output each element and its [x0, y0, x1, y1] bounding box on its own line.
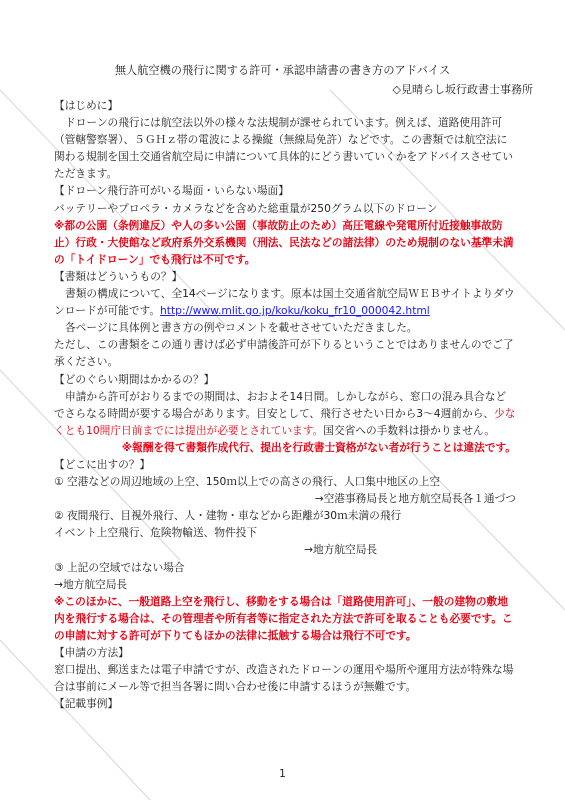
where-warning: ※このほかに、一般道路上空を飛行し、移動をする場合は「道路使用許可」、一般の建物の敷地内を飛行する場合は、その管理者や所有者等に指定された方法で許可を取ることも必要です。この申請に対する許可が下りてもほかの法律に抵触する場合は飛行不可です。 [54, 594, 513, 642]
where-item-2b: イベント上空飛行、危険物輸送、物件投下 [54, 526, 258, 540]
docs-text-3: ただし、この書類をこの通り書けば必ず申請後許可が下りるということではありませんのでご了承ください。 [54, 338, 514, 369]
period-deadline: 少なくとも10開庁日前までには提出が必要とされています。 [54, 406, 516, 437]
office-name: ◇見晴らし坂行政書士事務所 [392, 83, 533, 96]
where-item-2a: ② 夜間飛行、目視外飛行、人・建物・車などから距離が30ｍ未満の飛行 [54, 509, 402, 523]
document-body [54, 97, 516, 712]
need-warning: ※都の公園（条例違反）や人の多い公園（事故防止のため）高圧電線や発電所付近接触事故防止）行政・大使館など政府系外交系機関（刑法、民法などの諸法律）のため規制のない基準未満の「トイドローン」でも飛行は不可です。 [54, 218, 514, 266]
where-heading: 【どこに出すの？】 [54, 457, 151, 471]
page-number: 1 [279, 768, 286, 780]
where-item-3: ③ 上記の空域ではない場合 [54, 560, 185, 574]
period-text-2: 国交省への手数料は掛かりません。 [323, 423, 495, 437]
where-item-3-destination: →地方航空局長 [54, 577, 128, 591]
period-warning: ※報酬を得て書類作成代行、提出を行政書士資格がない者が行うことは違法です。 [121, 440, 516, 454]
docs-text-2: 各ページに具体例と書き方の例やコメントを載せさせていただきました。 [65, 321, 418, 335]
method-heading: 【申請の方法】 [54, 646, 129, 659]
need-text: バッテリーやプロペラ・カメラなどを含めた総重量が250グラム以下のドローン [54, 201, 438, 215]
docs-text [54, 285, 516, 319]
period-text-1: 申請から許可がおりるまでの期間は、おおよそ14日間。しかしながら、窓口の混み具合などでさらなる時間が要する場合があります。目安として、飛行させたい日から3～4週前から、 [54, 389, 507, 420]
intro-text: ドローンの飛行には航空法以外の様々な法規制が課せられています。例えば、道路使用許可（管轄警察署）、５ＧＨｚ帯の電波による操縦（無線局免許）などです。この書類では航空法に関わる規制を国土交通省航空局に申請について具体的にどう書いていくかをアドバイスさせていただきます。 [54, 116, 514, 181]
intro-heading: 【はじめに】 [54, 99, 119, 112]
where-item-1-destination: →空港事務局長と地方航空局長各１通づつ [314, 492, 516, 506]
example-heading: 【記載事例】 [54, 697, 119, 711]
need-heading: 【ドローン飛行許可がいる場面・いらない場面】 [54, 184, 289, 198]
download-link[interactable]: http://www.mlit.go.jp/koku/koku_fr10_000042.html [160, 304, 430, 318]
method-text: 窓口提出、郵送または電子申請ですが、改造されたドローンの運用や場所や運用方法が特殊な場合は事前にメール等で担当各署に問い合わせ後に申請するほうが無難です。 [54, 663, 514, 694]
where-item-1: ① 空港などの周辺地域の上空、150ｍ以上での高さの飛行、人口集中地区の上空 [54, 475, 441, 489]
period-heading: 【どのぐらい期間はかかるの？】 [54, 372, 215, 386]
docs-text-1: 書類の構成について、全14ページになります。原本は国土交通省航空局ＷＥＢサイトよりダウンロードが可能です。 [54, 287, 515, 318]
period-text [54, 388, 516, 439]
docs-heading: 【書類はどういうもの？】 [54, 269, 183, 283]
document-title: 無人航空機の飛行に関する許可・承認申請書の書き方のアドバイス [114, 64, 451, 77]
where-item-2-destination: →地方航空局長 [304, 543, 378, 557]
